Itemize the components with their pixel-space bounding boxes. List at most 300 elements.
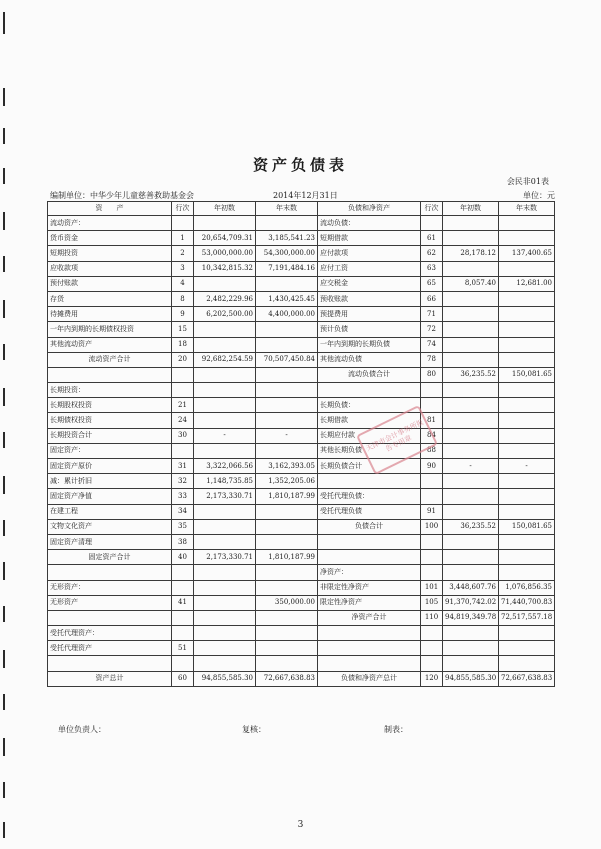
- asset-line-cell: 2: [172, 246, 194, 261]
- asset-begin-cell: [194, 641, 256, 656]
- liability-name-cell: [318, 383, 421, 398]
- asset-end-cell: [256, 216, 318, 231]
- binding-hole-mark: [3, 12, 5, 34]
- asset-end-cell: [256, 580, 318, 595]
- asset-begin-cell: [194, 595, 256, 610]
- asset-end-cell: [256, 626, 318, 641]
- asset-end-cell: [256, 656, 318, 671]
- liability-name-cell: 负债和净资产总计: [318, 671, 421, 686]
- asset-name-cell: 固定资产原价: [48, 459, 172, 474]
- asset-line-cell: 31: [172, 459, 194, 474]
- liability-line-cell: 65: [421, 276, 443, 291]
- table-row: [48, 231, 555, 246]
- asset-name-cell: 其他流动资产: [48, 337, 172, 352]
- liability-name-cell: 其他流动负债: [318, 352, 421, 367]
- asset-name-cell: 无形资产：: [48, 580, 172, 595]
- liability-line-cell: [421, 216, 443, 231]
- liability-line-cell: 62: [421, 246, 443, 261]
- asset-end-cell: [256, 398, 318, 413]
- asset-begin-cell: 1,148,735.85: [194, 474, 256, 489]
- table-row: [48, 459, 555, 474]
- asset-line-cell: 40: [172, 550, 194, 565]
- table-row: [48, 474, 555, 489]
- binding-hole-mark: [3, 88, 5, 106]
- asset-begin-cell: [194, 656, 256, 671]
- liability-line-cell: 81: [421, 413, 443, 428]
- liability-name-cell: 长期负债：: [318, 398, 421, 413]
- liability-begin-cell: [443, 489, 499, 504]
- asset-name-cell: 长期投资合计: [48, 428, 172, 443]
- table-row: [48, 352, 555, 367]
- binding-hole-mark: [3, 300, 5, 318]
- liability-line-cell: 105: [421, 595, 443, 610]
- footer-preparer-label: 制表：: [384, 725, 408, 734]
- asset-begin-cell: [194, 276, 256, 291]
- liability-name-cell: [318, 641, 421, 656]
- asset-begin-cell: [194, 337, 256, 352]
- asset-name-cell: 受托代理资产: [48, 641, 172, 656]
- asset-begin-cell: [194, 519, 256, 534]
- liability-end-cell: [499, 428, 555, 443]
- liability-begin-cell: [443, 216, 499, 231]
- liability-begin-cell: [443, 337, 499, 352]
- asset-line-cell: 24: [172, 413, 194, 428]
- liability-begin-cell: [443, 398, 499, 413]
- liability-end-cell: 71,440,700.83: [499, 595, 555, 610]
- asset-name-cell: [48, 610, 172, 625]
- asset-name-cell: [48, 656, 172, 671]
- table-row: [48, 580, 555, 595]
- asset-line-cell: 38: [172, 534, 194, 549]
- asset-line-cell: 33: [172, 489, 194, 504]
- asset-name-cell: [48, 565, 172, 580]
- liability-name-cell: 应交税金: [318, 276, 421, 291]
- liability-name-cell: 受托代理负债: [318, 504, 421, 519]
- liability-begin-cell: [443, 261, 499, 276]
- column-header: 年末数: [499, 202, 555, 216]
- liability-name-cell: 限定性净资产: [318, 595, 421, 610]
- asset-line-cell: [172, 565, 194, 580]
- liability-name-cell: 流动负债：: [318, 216, 421, 231]
- asset-end-cell: 70,507,450.84: [256, 352, 318, 367]
- liability-end-cell: [499, 550, 555, 565]
- binding-hole-mark: [3, 562, 5, 580]
- unit-label: 单位：元: [523, 191, 555, 200]
- asset-line-cell: [172, 626, 194, 641]
- liability-begin-cell: 36,235.52: [443, 367, 499, 382]
- table-row: [48, 641, 555, 656]
- liability-begin-cell: [443, 504, 499, 519]
- asset-name-cell: 固定资产净值: [48, 489, 172, 504]
- liability-begin-cell: [443, 550, 499, 565]
- asset-begin-cell: 2,173,330.71: [194, 489, 256, 504]
- column-header: 资 产: [48, 202, 172, 216]
- liability-begin-cell: 3,448,607.76: [443, 580, 499, 595]
- asset-line-cell: 51: [172, 641, 194, 656]
- asset-line-cell: [172, 656, 194, 671]
- liability-begin-cell: [443, 322, 499, 337]
- asset-name-cell: 固定资产清理: [48, 534, 172, 549]
- liability-end-cell: 72,517,557.18: [499, 610, 555, 625]
- asset-line-cell: [172, 216, 194, 231]
- liability-end-cell: [499, 383, 555, 398]
- liability-name-cell: 长期负债合计: [318, 459, 421, 474]
- liability-line-cell: [421, 550, 443, 565]
- liability-end-cell: [499, 656, 555, 671]
- liability-end-cell: [499, 626, 555, 641]
- asset-end-cell: 1,810,187.99: [256, 550, 318, 565]
- asset-begin-cell: [194, 580, 256, 595]
- liability-name-cell: 一年内到期的长期负债: [318, 337, 421, 352]
- asset-begin-cell: [194, 565, 256, 580]
- binding-hole-mark: [3, 388, 5, 406]
- column-header: 行次: [421, 202, 443, 216]
- asset-name-cell: 一年内到期的长期债权投资: [48, 322, 172, 337]
- asset-begin-cell: [194, 322, 256, 337]
- liability-name-cell: [318, 550, 421, 565]
- table-row: [48, 610, 555, 625]
- liability-end-cell: [499, 565, 555, 580]
- asset-line-cell: 60: [172, 671, 194, 686]
- liability-line-cell: 120: [421, 671, 443, 686]
- liability-name-cell: 净资产合计: [318, 610, 421, 625]
- liability-name-cell: [318, 656, 421, 671]
- liability-end-cell: [499, 261, 555, 276]
- binding-hole-mark: [3, 650, 5, 668]
- liability-begin-cell: [443, 626, 499, 641]
- asset-begin-cell: 94,855,585.30: [194, 671, 256, 686]
- asset-line-cell: [172, 580, 194, 595]
- liability-line-cell: 80: [421, 367, 443, 382]
- liability-end-cell: [499, 231, 555, 246]
- asset-begin-cell: [194, 626, 256, 641]
- liability-line-cell: [421, 534, 443, 549]
- liability-end-cell: [499, 489, 555, 504]
- table-header-row: [48, 202, 555, 216]
- asset-line-cell: 32: [172, 474, 194, 489]
- asset-end-cell: [256, 565, 318, 580]
- liability-end-cell: 137,400.65: [499, 246, 555, 261]
- liability-name-cell: 净资产：: [318, 565, 421, 580]
- table-row: [48, 367, 555, 382]
- liability-name-cell: 预提费用: [318, 307, 421, 322]
- binding-hole-mark: [3, 694, 5, 710]
- asset-end-cell: 1,352,205.06: [256, 474, 318, 489]
- table-row: [48, 216, 555, 231]
- liability-end-cell: [499, 641, 555, 656]
- column-header: 负债和净资产: [318, 202, 421, 216]
- table-row: [48, 519, 555, 534]
- table-row: [48, 595, 555, 610]
- liability-begin-cell: [443, 383, 499, 398]
- liability-line-cell: 72: [421, 322, 443, 337]
- asset-name-cell: 长期债权投资: [48, 413, 172, 428]
- liability-line-cell: [421, 656, 443, 671]
- asset-line-cell: 1: [172, 231, 194, 246]
- asset-name-cell: 无形资产: [48, 595, 172, 610]
- asset-end-cell: 3,185,541.23: [256, 231, 318, 246]
- liability-end-cell: 150,081.65: [499, 519, 555, 534]
- table-row: [48, 565, 555, 580]
- liability-begin-cell: 36,235.52: [443, 519, 499, 534]
- asset-name-cell: 预付账款: [48, 276, 172, 291]
- asset-name-cell: 受托代理资产：: [48, 626, 172, 641]
- column-header: 年初数: [443, 202, 499, 216]
- liability-end-cell: [499, 322, 555, 337]
- asset-end-cell: [256, 337, 318, 352]
- asset-begin-cell: 92,682,254.59: [194, 352, 256, 367]
- liability-line-cell: [421, 489, 443, 504]
- table-row: [48, 291, 555, 306]
- asset-line-cell: 18: [172, 337, 194, 352]
- asset-end-cell: [256, 276, 318, 291]
- asset-begin-cell: 2,482,229.96: [194, 291, 256, 306]
- liability-line-cell: [421, 565, 443, 580]
- liability-begin-cell: [443, 443, 499, 458]
- asset-begin-cell: [194, 216, 256, 231]
- liability-name-cell: 其他长期负债: [318, 443, 421, 458]
- liability-name-cell: 负债合计: [318, 519, 421, 534]
- liability-end-cell: [499, 443, 555, 458]
- asset-line-cell: 41: [172, 595, 194, 610]
- liability-end-cell: 12,681.00: [499, 276, 555, 291]
- liability-begin-cell: [443, 231, 499, 246]
- asset-name-cell: 资产总计: [48, 671, 172, 686]
- asset-end-cell: 4,400,000.00: [256, 307, 318, 322]
- asset-name-cell: 固定资产合计: [48, 550, 172, 565]
- asset-begin-cell: [194, 534, 256, 549]
- table-row: [48, 307, 555, 322]
- table-row: [48, 246, 555, 261]
- liability-end-cell: [499, 307, 555, 322]
- table-body: [48, 216, 555, 687]
- binding-hole-mark: [3, 738, 5, 756]
- asset-line-cell: 30: [172, 428, 194, 443]
- footer-reviewer-label: 复核：: [242, 725, 266, 734]
- asset-name-cell: 存货: [48, 291, 172, 306]
- table-row: [48, 489, 555, 504]
- binding-hole-mark: [3, 212, 5, 230]
- liability-begin-cell: [443, 656, 499, 671]
- liability-begin-cell: 28,178.12: [443, 246, 499, 261]
- asset-name-cell: 流动资产合计: [48, 352, 172, 367]
- footer-head-label: 单位负责人：: [58, 725, 106, 734]
- liability-end-cell: 1,076,856.35: [499, 580, 555, 595]
- liability-begin-cell: [443, 307, 499, 322]
- liability-end-cell: [499, 413, 555, 428]
- asset-begin-cell: [194, 413, 256, 428]
- table-row: [48, 383, 555, 398]
- liability-end-cell: [499, 398, 555, 413]
- asset-end-cell: [256, 322, 318, 337]
- binding-hole-mark: [3, 344, 5, 360]
- liability-line-cell: 84: [421, 428, 443, 443]
- asset-name-cell: 固定资产：: [48, 443, 172, 458]
- asset-end-cell: 3,162,393.05: [256, 459, 318, 474]
- column-header: 行次: [172, 202, 194, 216]
- liability-begin-cell: [443, 474, 499, 489]
- asset-end-cell: 7,191,484.16: [256, 261, 318, 276]
- asset-end-cell: -: [256, 428, 318, 443]
- asset-end-cell: [256, 641, 318, 656]
- asset-end-cell: 54,300,000.00: [256, 246, 318, 261]
- asset-begin-cell: -: [194, 428, 256, 443]
- liability-name-cell: 长期借款: [318, 413, 421, 428]
- liability-name-cell: 预收账款: [318, 291, 421, 306]
- binding-hole-mark: [3, 476, 5, 494]
- table-row: [48, 428, 555, 443]
- liability-line-cell: [421, 398, 443, 413]
- table-row: [48, 276, 555, 291]
- table-row: [48, 337, 555, 352]
- liability-begin-cell: [443, 641, 499, 656]
- liability-end-cell: 150,081.65: [499, 367, 555, 382]
- column-header: 年初数: [194, 202, 256, 216]
- asset-name-cell: 货币资金: [48, 231, 172, 246]
- liability-line-cell: 66: [421, 291, 443, 306]
- table-row: [48, 550, 555, 565]
- liability-begin-cell: 91,370,742.02: [443, 595, 499, 610]
- liability-end-cell: [499, 352, 555, 367]
- liability-line-cell: [421, 383, 443, 398]
- liability-begin-cell: [443, 565, 499, 580]
- liability-name-cell: 长期应付款: [318, 428, 421, 443]
- liability-name-cell: 应付款项: [318, 246, 421, 261]
- liability-end-cell: -: [499, 459, 555, 474]
- liability-end-cell: [499, 474, 555, 489]
- liability-end-cell: [499, 337, 555, 352]
- liability-name-cell: [318, 474, 421, 489]
- asset-name-cell: [48, 367, 172, 382]
- asset-line-cell: 8: [172, 291, 194, 306]
- binding-hole-mark: [3, 256, 5, 272]
- asset-begin-cell: 2,173,330.71: [194, 550, 256, 565]
- asset-begin-cell: [194, 504, 256, 519]
- report-date: 2014年12月31日: [273, 191, 338, 200]
- binding-hole-mark: [3, 520, 5, 536]
- liability-begin-cell: [443, 291, 499, 306]
- asset-line-cell: 21: [172, 398, 194, 413]
- asset-line-cell: [172, 383, 194, 398]
- liability-line-cell: 90: [421, 459, 443, 474]
- liability-line-cell: [421, 641, 443, 656]
- asset-line-cell: 4: [172, 276, 194, 291]
- asset-begin-cell: [194, 367, 256, 382]
- liability-line-cell: [421, 474, 443, 489]
- asset-end-cell: [256, 610, 318, 625]
- asset-begin-cell: 6,202,500.00: [194, 307, 256, 322]
- asset-line-cell: [172, 610, 194, 625]
- liability-line-cell: 63: [421, 261, 443, 276]
- asset-line-cell: 35: [172, 519, 194, 534]
- table-row: [48, 322, 555, 337]
- liability-line-cell: 101: [421, 580, 443, 595]
- liability-name-cell: 预计负债: [318, 322, 421, 337]
- asset-end-cell: 72,667,638.83: [256, 671, 318, 686]
- asset-name-cell: 流动资产：: [48, 216, 172, 231]
- asset-name-cell: 减：累计折旧: [48, 474, 172, 489]
- liability-end-cell: 72,667,638.83: [499, 671, 555, 686]
- asset-begin-cell: [194, 383, 256, 398]
- asset-line-cell: [172, 367, 194, 382]
- asset-end-cell: [256, 383, 318, 398]
- asset-end-cell: [256, 443, 318, 458]
- liability-end-cell: [499, 216, 555, 231]
- balance-sheet-table: [47, 201, 555, 687]
- asset-name-cell: 文物文化资产: [48, 519, 172, 534]
- asset-line-cell: 20: [172, 352, 194, 367]
- asset-end-cell: [256, 534, 318, 549]
- liability-end-cell: [499, 291, 555, 306]
- liability-begin-cell: [443, 428, 499, 443]
- binding-hole-mark: [3, 606, 5, 622]
- liability-name-cell: 受托代理负债：: [318, 489, 421, 504]
- table-row: [48, 504, 555, 519]
- asset-end-cell: [256, 504, 318, 519]
- liability-line-cell: 61: [421, 231, 443, 246]
- table-row: [48, 443, 555, 458]
- asset-name-cell: 应收款项: [48, 261, 172, 276]
- asset-line-cell: 9: [172, 307, 194, 322]
- asset-begin-cell: [194, 443, 256, 458]
- asset-end-cell: 1,810,187.99: [256, 489, 318, 504]
- liability-begin-cell: -: [443, 459, 499, 474]
- asset-begin-cell: 10,342,815.32: [194, 261, 256, 276]
- asset-begin-cell: [194, 398, 256, 413]
- asset-end-cell: 350,000.00: [256, 595, 318, 610]
- liability-line-cell: 88: [421, 443, 443, 458]
- asset-begin-cell: [194, 610, 256, 625]
- asset-line-cell: 3: [172, 261, 194, 276]
- table-row: [48, 656, 555, 671]
- liability-name-cell: 非限定性净资产: [318, 580, 421, 595]
- liability-begin-cell: 94,855,585.30: [443, 671, 499, 686]
- liability-begin-cell: 94,819,349.78: [443, 610, 499, 625]
- asset-line-cell: 15: [172, 322, 194, 337]
- asset-begin-cell: 53,000,000.00: [194, 246, 256, 261]
- table-row: [48, 626, 555, 641]
- liability-name-cell: 流动负债合计: [318, 367, 421, 382]
- liability-begin-cell: [443, 413, 499, 428]
- binding-hole-mark: [3, 782, 5, 798]
- asset-end-cell: [256, 367, 318, 382]
- liability-name-cell: [318, 626, 421, 641]
- page-title: 资产负债表: [252, 156, 348, 174]
- asset-line-cell: 34: [172, 504, 194, 519]
- binding-hole-mark: [3, 128, 5, 144]
- page-number: 3: [297, 820, 304, 830]
- table-row: [48, 261, 555, 276]
- asset-end-cell: [256, 413, 318, 428]
- liability-begin-cell: [443, 534, 499, 549]
- liability-begin-cell: [443, 352, 499, 367]
- liability-line-cell: 78: [421, 352, 443, 367]
- form-code: 会民非01表: [506, 177, 549, 186]
- asset-name-cell: 在建工程: [48, 504, 172, 519]
- asset-end-cell: [256, 519, 318, 534]
- table-row: [48, 398, 555, 413]
- organization-label: 编制单位：中华少年儿童慈善救助基金会: [50, 191, 194, 200]
- asset-name-cell: 长期投资：: [48, 383, 172, 398]
- asset-name-cell: 短期投资: [48, 246, 172, 261]
- liability-begin-cell: 8,057.40: [443, 276, 499, 291]
- binding-hole-mark: [3, 432, 5, 448]
- liability-name-cell: 应付工资: [318, 261, 421, 276]
- asset-begin-cell: 20,654,709.31: [194, 231, 256, 246]
- liability-end-cell: [499, 534, 555, 549]
- asset-end-cell: 1,430,425.45: [256, 291, 318, 306]
- liability-line-cell: 100: [421, 519, 443, 534]
